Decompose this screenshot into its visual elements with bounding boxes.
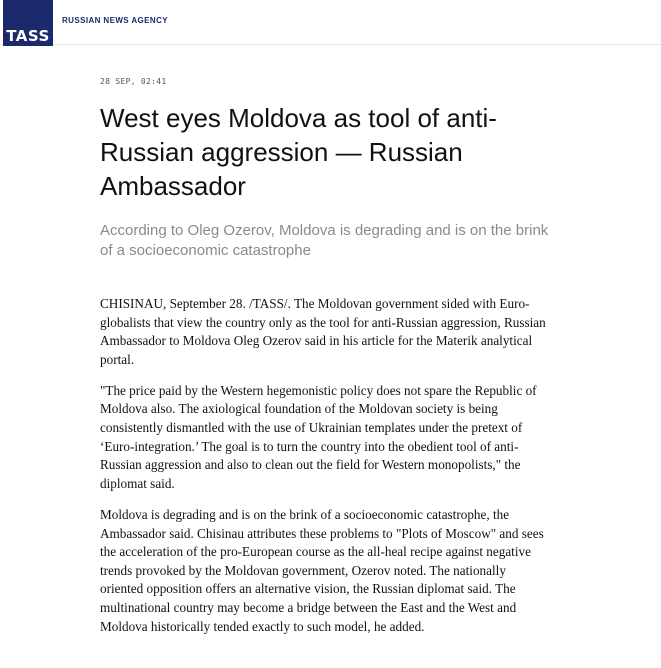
article-title: West eyes Moldova as tool of anti-Russian aggression — Russian Ambassador xyxy=(100,103,497,201)
site-header xyxy=(0,0,661,45)
article-lead: According to Oleg Ozerov, Moldova is degrading and is on the brink of a socioeconomic catastrophe xyxy=(100,222,549,259)
tass-logo[interactable]: TASS xyxy=(3,0,53,46)
article-paragraph: CHISINAU, September 28. /TASS/. The Moldovan government sided with Euro-globalists that view the country only as the tool for anti-Russian aggression, Russian Ambassador to Moldova Oleg Ozerov said in his article for the Materik analytical portal. xyxy=(100,296,546,367)
article-date: 28 SEP, 02:41 xyxy=(100,77,167,86)
article-paragraph: Moldova is degrading and is on the brink of a socioeconomic catastrophe, the Ambassador said. Chisinau attributes these problems to "Plots of Moscow" and sees the acceleration of the pro-European course as the all-heal recipe against negative trends provoked by the Moldovan government, Ozerov noted. The nationally oriented opposition offers an alternative vision, the Russian diplomat said. The multinational country may become a bridge between the East and the West and Moldova historically tended exactly to such model, he added. xyxy=(100,506,544,634)
agency-label: RUSSIAN NEWS AGENCY xyxy=(62,16,168,25)
article-paragraph: "The price paid by the Western hegemonistic policy does not spare the Republic of Moldova also. The axiological foundation of the Moldovan society is being consistently dismantled with the use of Ukrainian templates under the pretext of ‘Euro-integration.’ The goal is to turn the country into the obedient tool of anti-Russian aggression and also to clean out the field for Western monopolists," the diplomat said. xyxy=(100,382,537,491)
article-body xyxy=(100,295,552,649)
